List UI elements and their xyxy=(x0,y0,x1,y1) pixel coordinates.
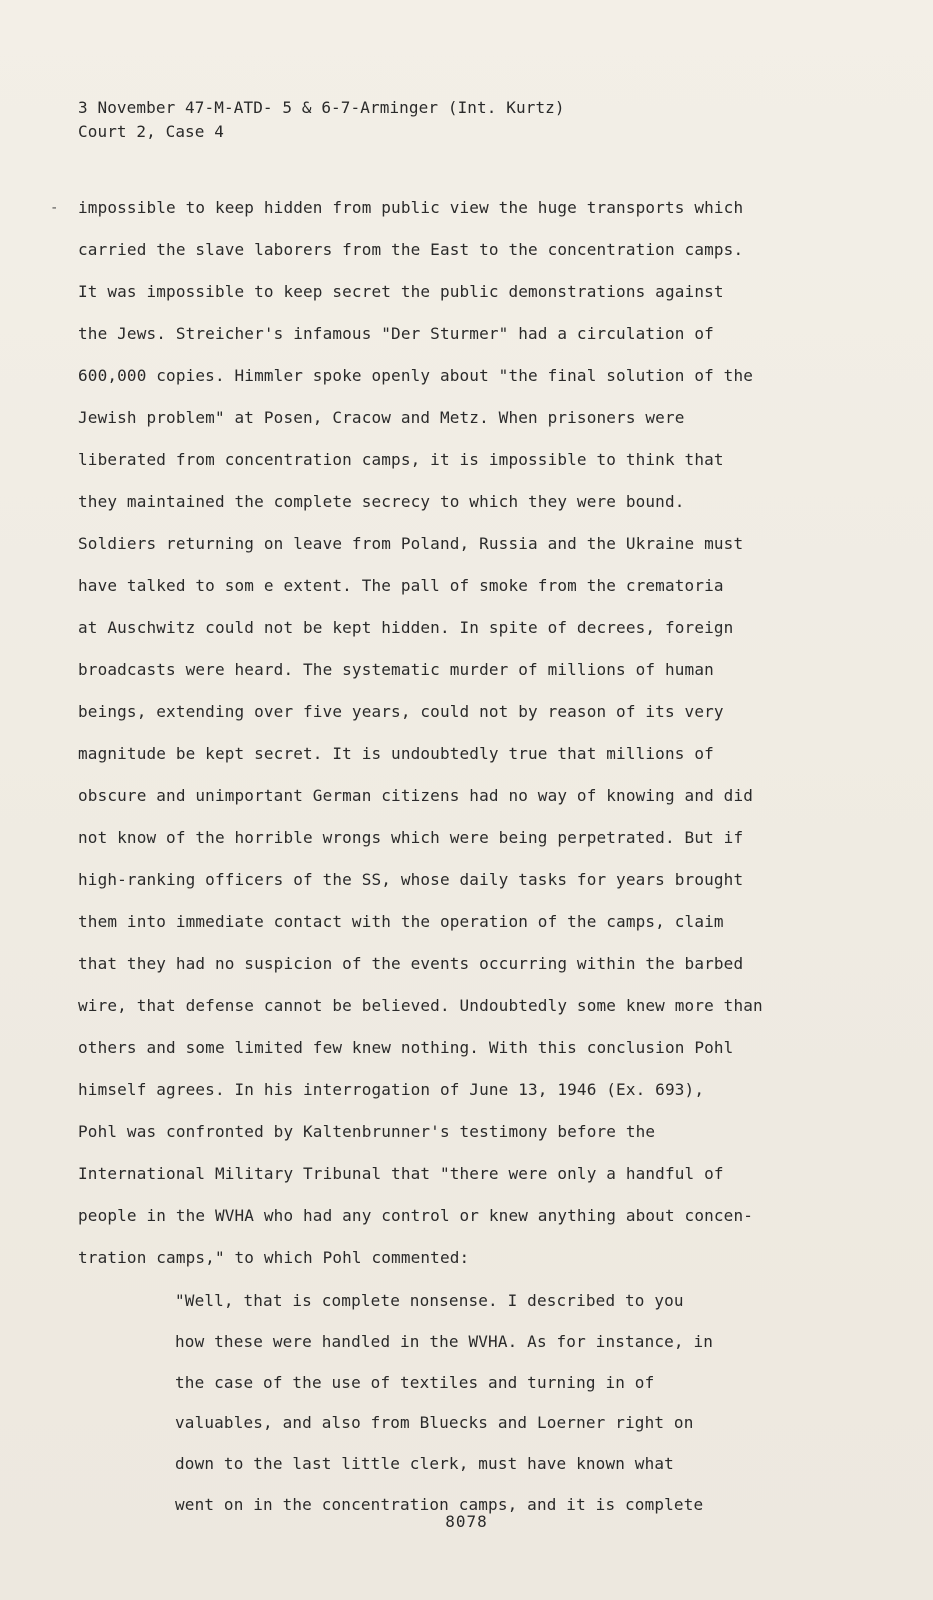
body-line: tration camps," to which Pohl commented: xyxy=(78,1248,470,1267)
quote-line: "Well, that is complete nonsense. I described to you xyxy=(175,1291,684,1310)
quote-line: how these were handled in the WVHA. As for instance, in xyxy=(175,1331,714,1351)
body-line: broadcasts were heard. The systematic murder of millions of human xyxy=(78,660,714,679)
body-line: obscure and unimportant German citizens had no way of knowing and did xyxy=(78,786,754,805)
body-line: wire, that defense cannot be believed. Undoubtedly some knew more than xyxy=(78,996,763,1015)
body-line: 600,000 copies. Himmler spoke openly about "the final solution of the xyxy=(78,366,754,385)
body-line: not know of the horrible wrongs which were being perpetrated. But if xyxy=(78,828,744,847)
body-line: that they had no suspicion of the events occurring within the barbed xyxy=(78,954,744,973)
header-line-2: Court 2, Case 4 xyxy=(78,122,224,141)
quote-line: down to the last little clerk, must have known what xyxy=(175,1454,674,1474)
body-line: beings, extending over five years, could not by reason of its very xyxy=(78,702,724,721)
body-line: International Military Tribunal that "there were only a handful of xyxy=(78,1164,724,1183)
body-line: high-ranking officers of the SS, whose daily tasks for years brought xyxy=(78,870,744,889)
body-line: carried the slave laborers from the East to the concentration camps. xyxy=(78,240,744,259)
body-line: others and some limited few knew nothing. With this conclusion Pohl xyxy=(78,1038,734,1057)
body-line: magnitude be kept secret. It is undoubtedly true that millions of xyxy=(78,744,714,763)
body-line: himself agrees. In his interrogation of June 13, 1946 (Ex. 693), xyxy=(78,1080,705,1099)
body-line: impossible to keep hidden from public view the huge transports which xyxy=(78,198,744,217)
document-header xyxy=(78,96,565,144)
body-line: have talked to som e extent. The pall of smoke from the crematoria xyxy=(78,576,724,595)
block-quote xyxy=(175,1290,875,1535)
body-line: they maintained the complete secrecy to which they were bound. xyxy=(78,492,685,511)
body-line: Pohl was confronted by Kaltenbrunner's testimony before the xyxy=(78,1122,656,1141)
page-number: 8078 xyxy=(445,1512,488,1531)
body-line: It was impossible to keep secret the public demonstrations against xyxy=(78,282,724,301)
header-line-1: 3 November 47-M-ATD- 5 & 6-7-Arminger (Int. Kurtz) xyxy=(78,98,565,117)
body-line: people in the WVHA who had any control or knew anything about concen- xyxy=(78,1206,754,1225)
quote-line: valuables, and also from Bluecks and Loerner right on xyxy=(175,1413,694,1433)
quote-line: went on in the concentration camps, and it is complete xyxy=(175,1494,704,1514)
body-text xyxy=(78,197,898,1289)
body-line: liberated from concentration camps, it is impossible to think that xyxy=(78,450,724,469)
body-line: the Jews. Streicher's infamous "Der Sturmer" had a circulation of xyxy=(78,324,714,343)
body-line: Jewish problem" at Posen, Cracow and Metz. When prisoners were xyxy=(78,408,685,427)
quote-line: the case of the use of textiles and turning in of xyxy=(175,1372,655,1392)
margin-tick-mark: - xyxy=(50,200,59,216)
body-line: them into immediate contact with the operation of the camps, claim xyxy=(78,912,724,931)
body-line: at Auschwitz could not be kept hidden. In spite of decrees, foreign xyxy=(78,618,734,637)
body-line: Soldiers returning on leave from Poland, Russia and the Ukraine must xyxy=(78,534,744,553)
